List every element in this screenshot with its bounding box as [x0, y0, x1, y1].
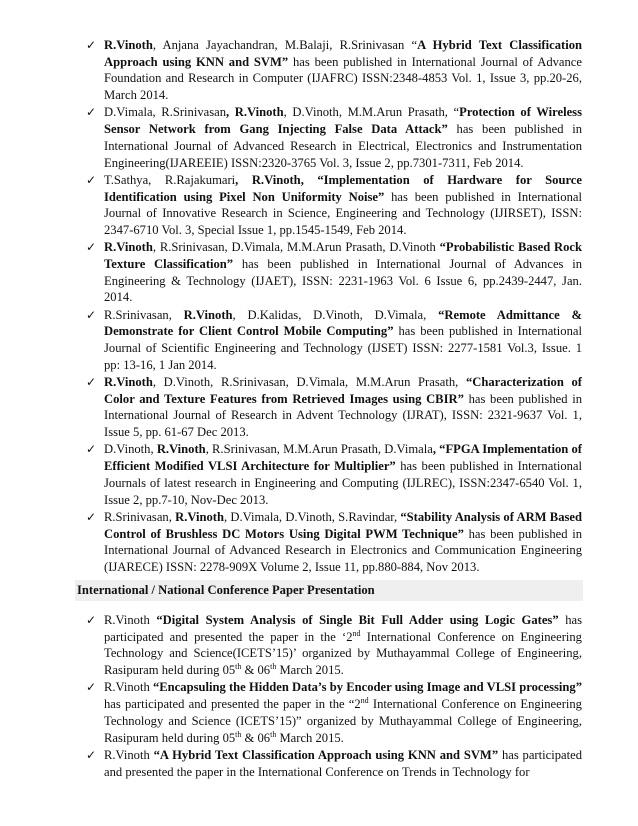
conference-details: has participated and presented the paper in the “2: [104, 697, 361, 712]
paper-title: , “FPGA Implementation of Efficient Modified VLSI Architecture for Multiplier”: [104, 442, 582, 474]
paper-title: , R.Vinoth, “Implementation of Hardware for Source Identification using Pixel Non Uniformity Noise”: [104, 172, 582, 204]
publication-details: has been published in International Journal of Research in Advent Technology (IJRAT), ISSN: 2321-9637 Vol. 1, Issue 5, pp. 61-67 Dec 2013.: [104, 391, 582, 440]
check-icon: ✓: [86, 680, 97, 695]
ordinal-suffix: th: [270, 661, 277, 671]
authors: , D.Kalidas, D.Vinoth, D.Vimala,: [232, 307, 439, 322]
list-item: [86, 747, 582, 780]
check-icon: ✓: [86, 509, 97, 524]
paper-title: “Digital System Analysis of Single Bit Full Adder using Logic Gates”: [156, 613, 559, 627]
authors: , D.Vinoth, M.M.Arun Prasath, “: [283, 105, 460, 120]
publication-details: has been published in International Journal of Innovative Research in Science, Engineering and Technology (IJIRSET), ISSN: 2347-6710 Vol. 3, Special Issue 1, pp.1545-1549, Feb 2014.: [104, 189, 582, 237]
paper-title: Protection of Wireless Sensor Network from Gang Injecting False Data Attack”: [104, 105, 582, 137]
check-icon: ✓: [86, 747, 97, 762]
list-item: [86, 172, 582, 239]
paper-title: “Remote Admittance & Demonstrate for Client Control Mobile Computing”: [104, 307, 582, 339]
publication-details: has been published in International Journal of Scientific Engineering and Technology (IJSET) ISSN: 2277-1581 Vol.3, Issue. 1 pp: 13-16, 1 Jan 2014.: [104, 324, 582, 372]
paper-title: “Encapsuling the Hidden Data’s by Encoder using Image and VLSI processing”: [152, 680, 582, 695]
author-self: R.Vinoth: [175, 509, 224, 524]
author-self: R.Vinoth: [104, 38, 153, 52]
conference-details: International Conference on Engineering Technology and Science (ICETS’15)” organized by Muthayammal College of Engineering, Rasipuram held during 05: [104, 697, 582, 745]
check-icon: ✓: [86, 105, 97, 120]
conference-details: & 06: [241, 663, 271, 678]
publication-list: [86, 37, 582, 576]
conference-details: & 06: [241, 730, 271, 745]
authors: T.Sathya, R.Rajakumari: [104, 172, 236, 187]
ordinal-suffix: nd: [352, 628, 361, 638]
check-icon: ✓: [86, 613, 97, 627]
ordinal-suffix: nd: [360, 695, 369, 705]
list-item: [86, 104, 582, 171]
check-icon: ✓: [86, 38, 97, 52]
paper-title: “Probabilistic Based Rock Texture Classification”: [104, 240, 583, 271]
author-self: R.Vinoth: [156, 442, 206, 457]
authors: , R.Srinivasan, D.Vimala, M.M.Arun Prasath, D.Vinoth: [152, 240, 440, 255]
conference-details: March 2015.: [276, 730, 344, 745]
publication-details: has been published in International Journal of Advanced Research in Electronics and Communication Engineering (IJARECE) ISSN: 2278-909X Volume 2, Issue 11, pp.880-884, Nov 2013.: [104, 526, 582, 574]
list-item: [86, 441, 582, 508]
check-icon: ✓: [86, 240, 97, 255]
publication-details: has been published in International Journal of Advanced Research in Electrical, Electronics and Instrumentation Engineering(IJAREEIE) ISSN:2320-3765 Vol. 3, Issue 2, pp.7301-7311, Feb 2014.: [104, 122, 582, 170]
conference-details: has participated and presented the paper in the ‘2: [104, 613, 583, 644]
authors: R.Vinoth: [104, 747, 154, 762]
list-item: [86, 612, 582, 679]
paper-title: A Hybrid Text Classification Approach using KNN and SVM”: [104, 38, 582, 69]
check-icon: ✓: [86, 442, 97, 457]
conference-details: International Conference on Engineering Technology and Science(ICETS’15)’ organized by Muthayammal College of Engineering, Rasipuram held during 05: [104, 629, 582, 678]
author-self: , R.Vinoth: [226, 105, 284, 120]
list-item: [86, 307, 582, 374]
authors: D.Vinoth,: [104, 442, 157, 457]
publication-details: has been published in International Journals of latest research in Engineering and Computing (IJLREC), ISSN:2347-6540 Vol. 1, Issue 2, pp.7-10, Nov-Dec 2013.: [104, 459, 582, 507]
authors: R.Srinivasan,: [104, 307, 184, 322]
authors: , Anjana Jayachandran, M.Balaji, R.Srinivasan “: [152, 38, 418, 52]
conference-list: [86, 612, 582, 781]
check-icon: ✓: [86, 307, 97, 322]
paper-title: “Stability Analysis of ARM Based Control of Brushless DC Motors Using Digital PWM Technique”: [104, 509, 582, 541]
ordinal-suffix: th: [235, 661, 242, 671]
check-icon: ✓: [86, 172, 97, 187]
paper-title: “Characterization of Color and Texture Features from Retrieved Images using CBIR”: [104, 375, 583, 406]
author-self: R.Vinoth: [104, 375, 153, 390]
authors: D.Vimala, R.Srinivasan: [104, 105, 227, 120]
conference-details: March 2015.: [276, 663, 344, 678]
list-item: [86, 239, 582, 306]
section-heading: International / National Conference Paper Presentation: [75, 580, 583, 601]
publication-details: has been published in International Journal of Advances in Engineering & Technology (IJAET), ISSN: 2231-1963 Vol. 6 Issue 6, pp.2439-2447, Jan. 2014.: [104, 256, 582, 305]
authors: R.Srinivasan,: [104, 509, 176, 524]
list-item: [86, 374, 582, 441]
check-icon: ✓: [86, 375, 97, 390]
authors: , D.Vimala, D.Vinoth, S.Ravindar,: [223, 509, 401, 524]
paper-title: “A Hybrid Text Classification Approach using KNN and SVM”: [153, 747, 499, 762]
conference-details: has participated and presented the paper in the International Conference on Trends in Technology for: [104, 747, 582, 779]
ordinal-suffix: th: [235, 729, 242, 739]
authors: R.Vinoth: [104, 613, 157, 627]
list-item: [86, 679, 582, 746]
publication-details: has been published in International Journal of Advance Foundation and Research in Computer (IJAFRC) ISSN:2348-4853 Vol. 1, Issue 3, pp.20-26, March 2014.: [104, 54, 582, 103]
authors: R.Vinoth: [104, 680, 153, 695]
list-item: [86, 509, 582, 576]
authors: , D.Vinoth, R.Srinivasan, D.Vimala, M.M.Arun Prasath,: [152, 375, 466, 390]
list-item: [86, 37, 582, 104]
author-self: R.Vinoth: [104, 240, 153, 255]
ordinal-suffix: th: [270, 729, 277, 739]
author-self: R.Vinoth: [183, 307, 233, 322]
authors: , R.Srinivasan, M.M.Arun Prasath, D.Vimala: [205, 442, 433, 457]
